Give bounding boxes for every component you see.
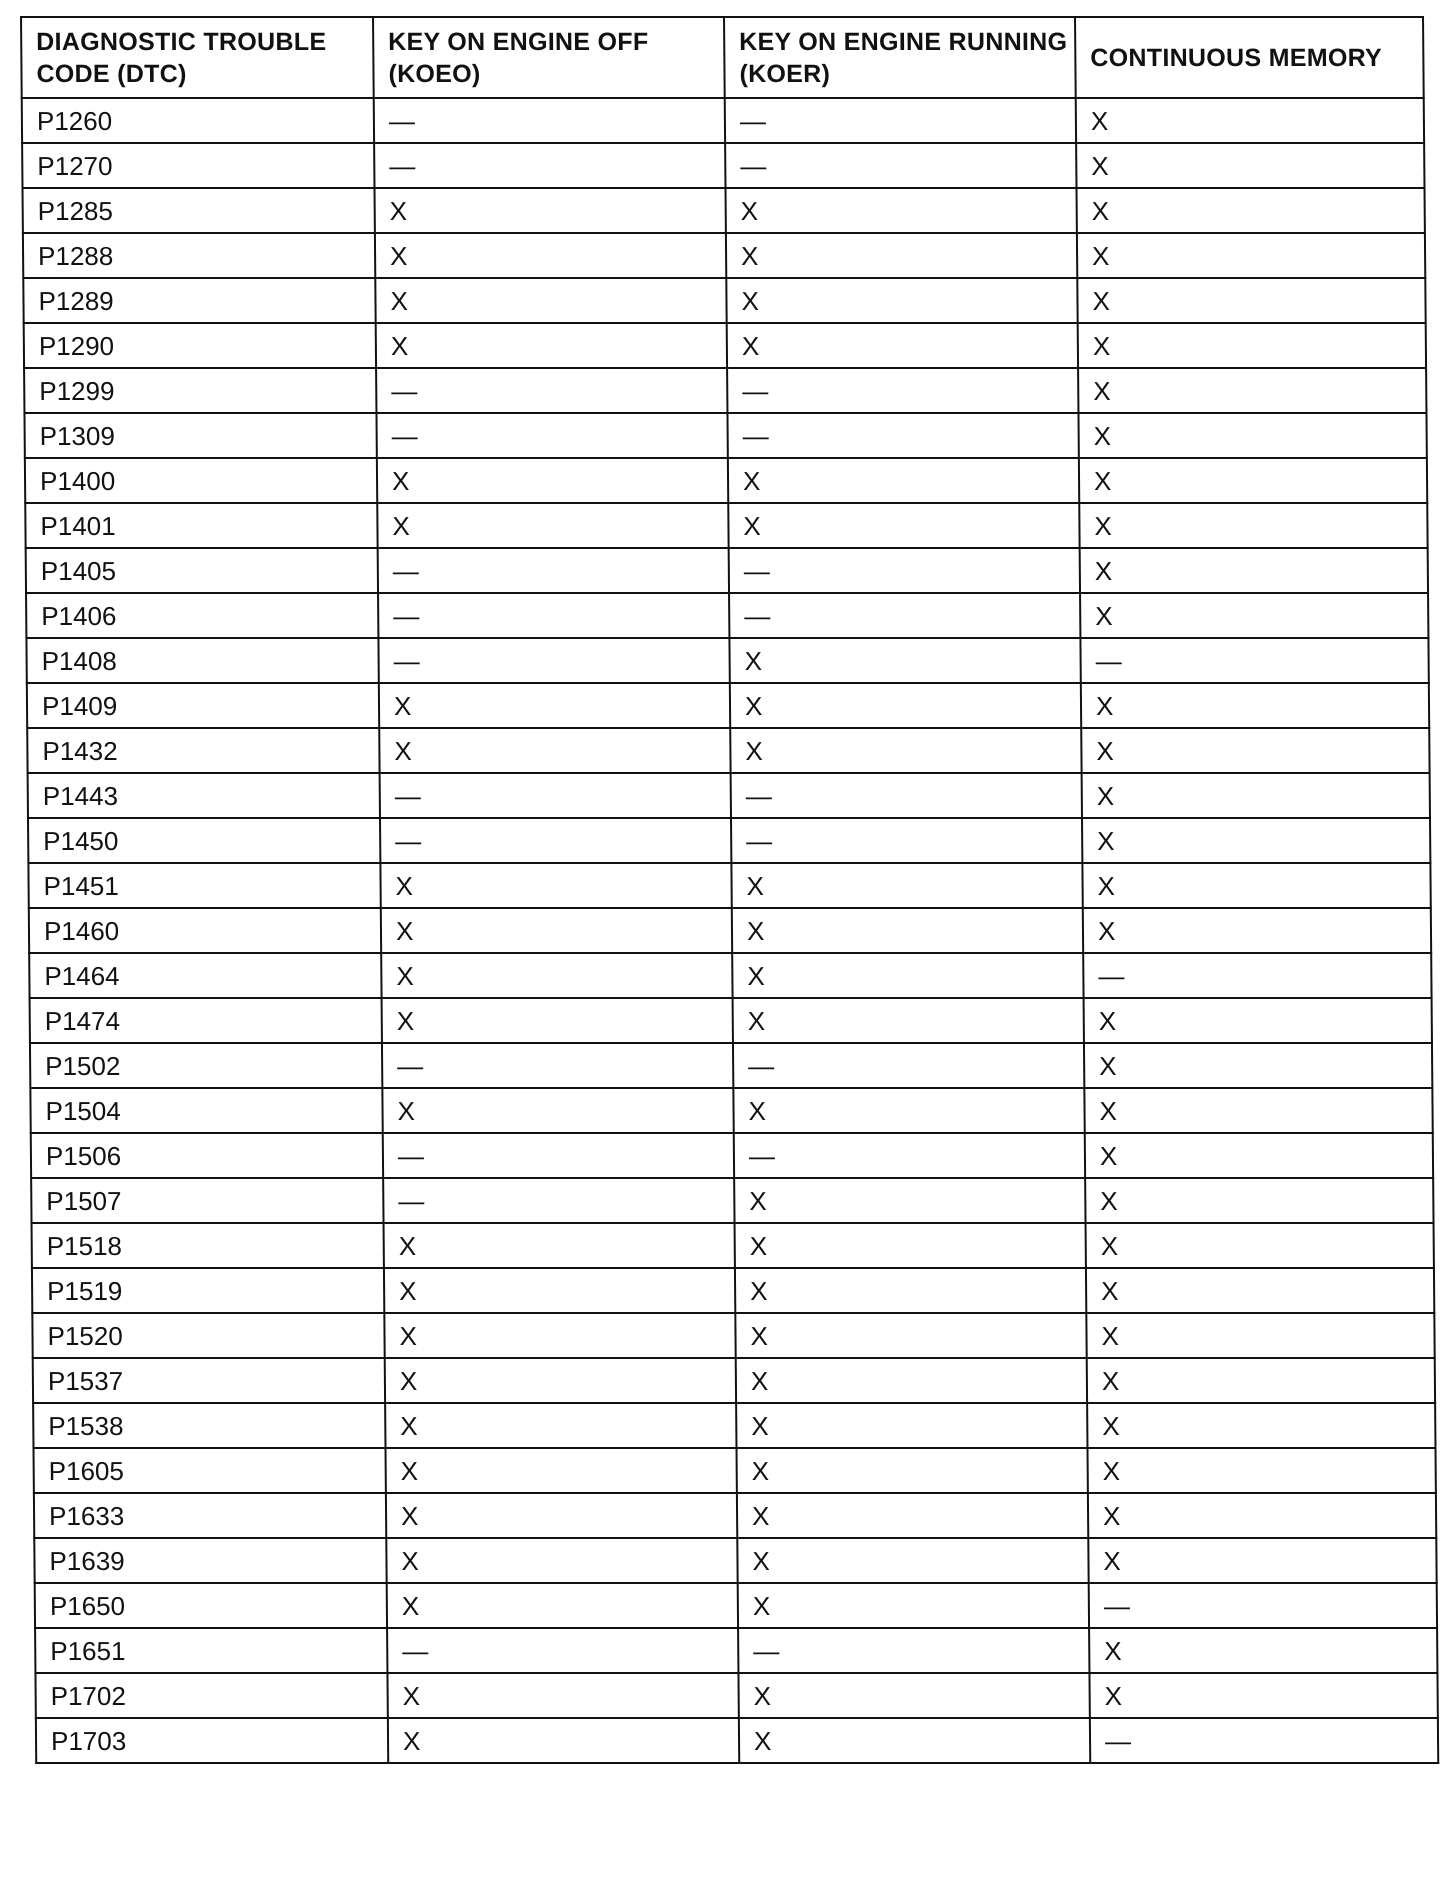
koeo-cell: X xyxy=(379,683,730,728)
dtc-code-cell: P1443 xyxy=(28,773,380,818)
koer-cell: X xyxy=(732,953,1083,998)
dtc-code-cell: P1285 xyxy=(23,188,375,233)
dtc-code-cell: P1502 xyxy=(30,1043,382,1088)
table-row xyxy=(26,638,1428,683)
continuous-memory-cell: X xyxy=(1082,818,1430,863)
dtc-code-cell: P1474 xyxy=(30,998,382,1043)
koer-cell: X xyxy=(728,503,1079,548)
continuous-memory-cell: X xyxy=(1080,548,1428,593)
koer-cell: X xyxy=(737,1538,1088,1583)
dtc-code-cell: P1703 xyxy=(36,1718,388,1763)
header-koeo: KEY ON ENGINE OFF (KOEO) xyxy=(373,17,725,98)
koer-cell: — xyxy=(731,818,1082,863)
dtc-code-cell: P1507 xyxy=(31,1178,383,1223)
koeo-cell: — xyxy=(383,1133,734,1178)
continuous-memory-cell: X xyxy=(1088,1538,1436,1583)
continuous-memory-cell: X xyxy=(1078,368,1426,413)
koer-cell: — xyxy=(733,1043,1084,1088)
dtc-code-cell: P1460 xyxy=(29,908,381,953)
continuous-memory-cell: X xyxy=(1083,908,1431,953)
koeo-cell: — xyxy=(380,818,731,863)
continuous-memory-cell: X xyxy=(1079,503,1427,548)
koeo-cell: X xyxy=(386,1493,737,1538)
koeo-cell: X xyxy=(385,1358,736,1403)
continuous-memory-cell: X xyxy=(1081,683,1429,728)
koer-cell: X xyxy=(735,1313,1086,1358)
table-row xyxy=(27,683,1429,728)
table-row xyxy=(31,1178,1433,1223)
dtc-table xyxy=(20,16,1439,1764)
table-row xyxy=(35,1583,1437,1628)
koeo-cell: X xyxy=(377,458,728,503)
table-row xyxy=(22,143,1424,188)
continuous-memory-cell: — xyxy=(1090,1718,1438,1763)
continuous-memory-cell: X xyxy=(1080,593,1428,638)
table-row xyxy=(24,413,1426,458)
koer-cell: X xyxy=(728,458,1079,503)
dtc-code-cell: P1309 xyxy=(24,413,376,458)
koeo-cell: X xyxy=(377,503,728,548)
header-row xyxy=(21,17,1424,98)
koer-cell: X xyxy=(726,233,1077,278)
table-row xyxy=(30,1043,1432,1088)
dtc-code-cell: P1288 xyxy=(23,233,375,278)
continuous-memory-cell: X xyxy=(1085,1178,1433,1223)
dtc-code-cell: P1451 xyxy=(28,863,380,908)
continuous-memory-cell: X xyxy=(1076,143,1424,188)
dtc-code-cell: P1633 xyxy=(34,1493,386,1538)
table-row xyxy=(22,98,1424,143)
dtc-code-cell: P1504 xyxy=(30,1088,382,1133)
table-row xyxy=(25,458,1427,503)
continuous-memory-cell: X xyxy=(1087,1358,1435,1403)
koeo-cell: X xyxy=(384,1223,735,1268)
header-dtc: DIAGNOSTIC TROUBLE CODE (DTC) xyxy=(21,17,374,98)
continuous-memory-cell: X xyxy=(1084,1043,1432,1088)
table-row xyxy=(31,1133,1433,1178)
continuous-memory-cell: X xyxy=(1084,1088,1432,1133)
continuous-memory-cell: X xyxy=(1089,1673,1437,1718)
table-row xyxy=(36,1718,1438,1763)
koeo-cell: X xyxy=(387,1583,738,1628)
dtc-code-cell: P1537 xyxy=(33,1358,385,1403)
koer-cell: X xyxy=(735,1268,1086,1313)
continuous-memory-cell: X xyxy=(1085,1133,1433,1178)
koeo-cell: — xyxy=(383,1178,734,1223)
dtc-code-cell: P1506 xyxy=(31,1133,383,1178)
continuous-memory-cell: X xyxy=(1086,1223,1434,1268)
koeo-cell: — xyxy=(378,638,729,683)
koeo-cell: — xyxy=(382,1043,733,1088)
dtc-code-cell: P1518 xyxy=(32,1223,384,1268)
continuous-memory-cell: — xyxy=(1083,953,1431,998)
dtc-code-cell: P1406 xyxy=(26,593,378,638)
dtc-code-cell: P1289 xyxy=(23,278,375,323)
koer-cell: X xyxy=(732,908,1083,953)
koer-cell: — xyxy=(725,98,1076,143)
koeo-cell: X xyxy=(381,908,732,953)
table-row xyxy=(32,1223,1434,1268)
table-row xyxy=(23,278,1425,323)
dtc-code-cell: P1519 xyxy=(32,1268,384,1313)
table-row xyxy=(24,323,1426,368)
continuous-memory-cell: X xyxy=(1076,98,1424,143)
koeo-cell: — xyxy=(374,143,725,188)
table-row xyxy=(29,908,1431,953)
table-row xyxy=(28,863,1430,908)
continuous-memory-cell: X xyxy=(1077,278,1425,323)
continuous-memory-cell: X xyxy=(1086,1268,1434,1313)
dtc-code-cell: P1401 xyxy=(25,503,377,548)
table-row xyxy=(35,1673,1437,1718)
koer-cell: — xyxy=(725,143,1076,188)
dtc-code-cell: P1450 xyxy=(28,818,380,863)
dtc-code-cell: P1260 xyxy=(22,98,374,143)
koeo-cell: X xyxy=(385,1448,736,1493)
koeo-cell: X xyxy=(380,863,731,908)
koer-cell: X xyxy=(737,1493,1088,1538)
dtc-code-cell: P1408 xyxy=(26,638,378,683)
dtc-code-cell: P1520 xyxy=(32,1313,384,1358)
koer-cell: X xyxy=(736,1448,1087,1493)
continuous-memory-cell: X xyxy=(1082,863,1430,908)
table-row xyxy=(29,953,1431,998)
koer-cell: — xyxy=(729,548,1080,593)
continuous-memory-cell: X xyxy=(1077,188,1425,233)
dtc-code-cell: P1651 xyxy=(35,1628,387,1673)
dtc-code-cell: P1639 xyxy=(34,1538,386,1583)
dtc-code-cell: P1299 xyxy=(24,368,376,413)
koer-cell: X xyxy=(739,1718,1090,1763)
dtc-code-cell: P1650 xyxy=(35,1583,387,1628)
koeo-cell: — xyxy=(378,593,729,638)
koeo-cell: — xyxy=(374,98,725,143)
continuous-memory-cell: X xyxy=(1077,233,1425,278)
table-row xyxy=(32,1313,1434,1358)
koeo-cell: — xyxy=(376,413,727,458)
table-row xyxy=(30,1088,1432,1133)
koer-cell: X xyxy=(730,683,1081,728)
koer-cell: X xyxy=(733,998,1084,1043)
koer-cell: X xyxy=(727,323,1078,368)
koer-cell: X xyxy=(731,863,1082,908)
koer-cell: — xyxy=(738,1628,1089,1673)
continuous-memory-cell: — xyxy=(1080,638,1428,683)
koeo-cell: X xyxy=(385,1403,736,1448)
koer-cell: X xyxy=(734,1178,1085,1223)
continuous-memory-cell: X xyxy=(1079,458,1427,503)
table-header xyxy=(21,17,1424,98)
koeo-cell: X xyxy=(384,1313,735,1358)
table-row xyxy=(26,548,1428,593)
dtc-code-cell: P1432 xyxy=(27,728,379,773)
table-row xyxy=(28,773,1430,818)
continuous-memory-cell: X xyxy=(1086,1313,1434,1358)
koer-cell: — xyxy=(727,413,1078,458)
continuous-memory-cell: X xyxy=(1087,1403,1435,1448)
table-row xyxy=(33,1403,1435,1448)
table-body xyxy=(22,98,1439,1763)
koeo-cell: — xyxy=(376,368,727,413)
koer-cell: X xyxy=(730,728,1081,773)
koer-cell: — xyxy=(734,1133,1085,1178)
koeo-cell: X xyxy=(384,1268,735,1313)
table-row xyxy=(33,1448,1435,1493)
dtc-code-cell: P1409 xyxy=(27,683,379,728)
koeo-cell: X xyxy=(379,728,730,773)
dtc-code-cell: P1702 xyxy=(35,1673,387,1718)
continuous-memory-cell: X xyxy=(1081,728,1429,773)
koer-cell: — xyxy=(731,773,1082,818)
koer-cell: X xyxy=(726,278,1077,323)
dtc-code-cell: P1290 xyxy=(24,323,376,368)
koeo-cell: — xyxy=(378,548,729,593)
koer-cell: X xyxy=(736,1403,1087,1448)
koeo-cell: X xyxy=(375,188,726,233)
table-row xyxy=(28,818,1430,863)
continuous-memory-cell: X xyxy=(1082,773,1430,818)
dtc-code-cell: P1464 xyxy=(29,953,381,998)
header-continuous-memory: CONTINUOUS MEMORY xyxy=(1075,17,1424,98)
continuous-memory-cell: X xyxy=(1078,323,1426,368)
koeo-cell: X xyxy=(375,278,726,323)
koer-cell: X xyxy=(735,1223,1086,1268)
table-row xyxy=(24,368,1426,413)
table-row xyxy=(34,1538,1436,1583)
koeo-cell: X xyxy=(382,1088,733,1133)
koer-cell: — xyxy=(729,593,1080,638)
table-row xyxy=(34,1493,1436,1538)
table-row xyxy=(25,503,1427,548)
table-row xyxy=(32,1268,1434,1313)
continuous-memory-cell: X xyxy=(1089,1628,1437,1673)
header-koer: KEY ON ENGINE RUNNING (KOER) xyxy=(724,17,1076,98)
table-row xyxy=(23,233,1425,278)
dtc-code-cell: P1405 xyxy=(26,548,378,593)
koeo-cell: X xyxy=(382,998,733,1043)
continuous-memory-cell: — xyxy=(1089,1583,1437,1628)
continuous-memory-cell: X xyxy=(1078,413,1426,458)
table-row xyxy=(33,1358,1435,1403)
koeo-cell: X xyxy=(388,1718,739,1763)
table-row xyxy=(23,188,1425,233)
koeo-cell: X xyxy=(375,233,726,278)
koeo-cell: X xyxy=(387,1673,738,1718)
koer-cell: X xyxy=(738,1673,1089,1718)
koeo-cell: X xyxy=(376,323,727,368)
koer-cell: — xyxy=(727,368,1078,413)
koeo-cell: — xyxy=(380,773,731,818)
dtc-code-cell: P1538 xyxy=(33,1403,385,1448)
koer-cell: X xyxy=(733,1088,1084,1133)
table-row xyxy=(26,593,1428,638)
koer-cell: X xyxy=(729,638,1080,683)
koeo-cell: — xyxy=(387,1628,738,1673)
continuous-memory-cell: X xyxy=(1084,998,1432,1043)
koer-cell: X xyxy=(738,1583,1089,1628)
koer-cell: X xyxy=(726,188,1077,233)
dtc-code-cell: P1270 xyxy=(22,143,374,188)
table-row xyxy=(35,1628,1437,1673)
continuous-memory-cell: X xyxy=(1087,1448,1435,1493)
table-row xyxy=(30,998,1432,1043)
koeo-cell: X xyxy=(386,1538,737,1583)
table-row xyxy=(27,728,1429,773)
dtc-code-cell: P1400 xyxy=(25,458,377,503)
koeo-cell: X xyxy=(381,953,732,998)
dtc-code-cell: P1605 xyxy=(33,1448,385,1493)
continuous-memory-cell: X xyxy=(1088,1493,1436,1538)
koer-cell: X xyxy=(736,1358,1087,1403)
